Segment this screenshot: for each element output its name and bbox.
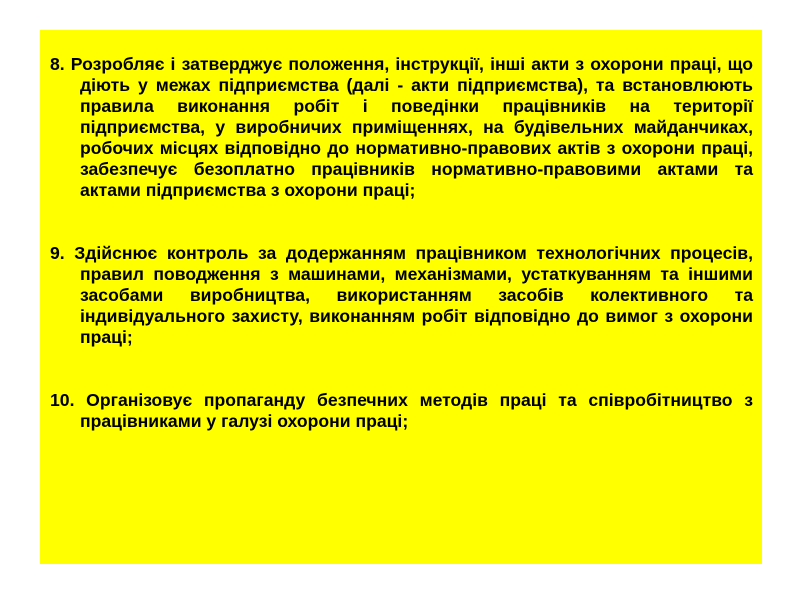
- slide-body: [50, 54, 753, 474]
- duty-item-9: 9. Здійснює контроль за додержанням працівником технологічних процесів, правил поводження з машинами, механізмами, устаткуванням та іншими засобами виробництва, використанням засобів колективного та індивідуального захисту, виконанням робіт відповідно до вимог з охорони праці;: [50, 243, 753, 347]
- slide-panel: [40, 30, 762, 564]
- duty-item-8: 8. Розробляє і затверджує положення, інструкції, інші акти з охорони праці, що діють у межах підприємства (далі - акти підприємства), та встановлюють правила виконання робіт і поведінки працівників на території підприємства, у виробничих приміщеннях, на будівельних майданчиках, робочих місцях відповідно до нормативно-правових актів з охорони праці, забезпечує безоплатно працівників нормативно-правовими актами та актами підприємства з охорони праці;: [50, 54, 753, 200]
- duty-item-10: 10. Організовує пропаганду безпечних методів праці та співробітництво з працівниками у галузі охорони праці;: [50, 390, 753, 431]
